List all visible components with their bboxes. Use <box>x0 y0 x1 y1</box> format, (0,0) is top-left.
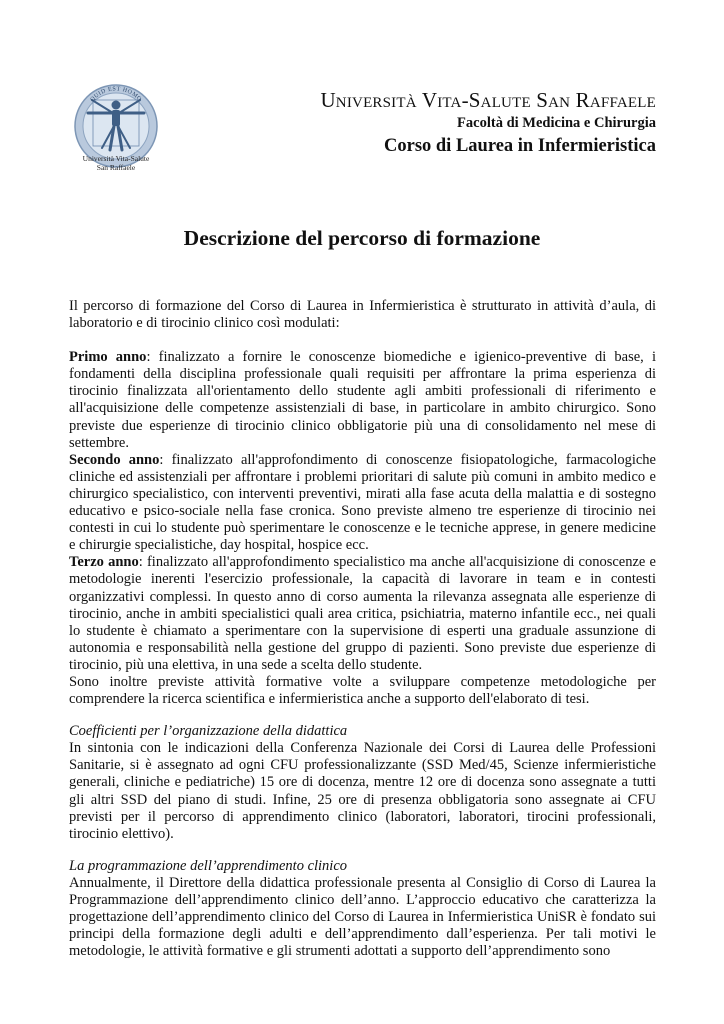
year-label: Secondo anno <box>69 451 160 468</box>
year-label: Terzo anno <box>69 554 139 571</box>
year-paragraph-3 <box>69 554 656 674</box>
section-body-programming: Annualmente, il Direttore della didattica professionale presenta al Consiglio di Corso di Laurea la Programmazione dell’apprendimento clinico dell’anno. L’approccio educativo che caratterizza la progettazione dell’apprendimento clinico del Corso di Laurea in Infermieristica UniSR è fondato sui principi della formazione degli adulti e dell’apprendimento dall’esperienza. Per tali motivi le metodologie, le attività formative e gli strumenti adottati a supporto dell’apprendimento sono <box>69 874 656 960</box>
intro-paragraph: Il percorso di formazione del Corso di Laurea in Infermieristica è strutturato in attività d’aula, di laboratorio e di tirocinio clinico così modulati: <box>69 298 656 332</box>
logo-caption <box>60 154 172 172</box>
logo-motto: QUID EST HOMO <box>89 86 143 103</box>
year-paragraph-2 <box>69 452 656 555</box>
faculty-name: Facoltà di Medicina e Chirurgia <box>457 115 656 131</box>
letterhead <box>320 88 656 157</box>
logo-caption-line2: San Raffaele <box>96 163 136 172</box>
section-body-coefficients: In sintonia con le indicazioni della Conferenza Nazionale dei Corsi di Laurea delle Professioni Sanitarie, si è assegnato ad ogni CFU professionalizzante (SSD Med/45, Scienze infermieristiche generali, cliniche e pediatriche) 15 ore di docenza, mentre 12 ore di docenza sono assegnate a tutti gli altri SSD del piano di studi. Infine, 25 ore di presenza obbligatoria sono assegnate ai CFU previsti per il percorso di apprendimento clinico (laboratori, laboratori, tirocini professionali, tirocinio elettivo). <box>69 740 656 842</box>
year-text: : finalizzato all'approfondimento specialistico ma anche all'acquisizione di conoscenze e metodologie inerenti l'esercizio professionale, la capacità di lavorare in team e in contesti organizzativi complessi. In questo anno di corso aumenta la rilevanza assegnata alle esperienze di tirocinio, anche in ambiti specialistici quali area critica, psichiatria, materno infantile ecc., nei quali lo studente è chiamato a sperimentare con la supervisione di esperti una graduale assunzione di autonomia e responsabilità nella gestione del gruppo di pazienti. Sono previste due esperienze di tirocinio, più una elettiva, in una sede a scelta dello studente. <box>69 554 656 673</box>
section-heading-programming: La programmazione dell’apprendimento clinico <box>69 857 348 874</box>
document-title: Descrizione del percorso di formazione <box>183 226 541 250</box>
year-text: : finalizzato all'approfondimento di conoscenze fisiopatologiche, farmacologiche cliniche ed assistenziali per affrontare i problemi prioritari di salute più comuni in ambito medico e chirurgico specialistico, con interventi preventivi, mirati alla fase acuta della malattia e di sostegno educativo e psico-sociale nella fase cronica. Sono previste almeno tre esperienze di tirocinio nei contesti in cui lo studente può sperimentare le conoscenze e le tecniche apprese, in genere medicine e chirurgie specialistiche, day hospital, hospice ecc. <box>69 451 656 554</box>
logo-caption-line1: Università Vita-Salute <box>82 154 150 163</box>
document-body <box>69 298 656 960</box>
year-label: Primo anno <box>69 349 147 366</box>
university-name: Università Vita-Salute San Raffaele <box>320 88 656 112</box>
year-paragraph-1 <box>69 349 656 452</box>
section-heading-coefficients: Coefficienti per l’organizzazione della didattica <box>69 723 348 740</box>
course-name: Corso di Laurea in Infermieristica <box>384 136 656 156</box>
closing-paragraph: Sono inoltre previste attività formative volte a sviluppare competenze metodologiche per comprendere la ricerca scientifica e infermieristica anche a supporto dell'elaborato di tesi. <box>69 673 656 708</box>
year-text: : finalizzato a fornire le conoscenze biomediche e igienico-preventive di base, i fondamenti della disciplina professionale quali requisiti per affrontare la prima esperienza di tirocinio finalizzata all'orientamento dello studente agli ambiti professionali di riferimento e all'acquisizione delle competenze assistenziali di base, in particolare in ambito chirurgico. Sono previste due esperienze di tirocinio clinico obbligatorie più una di consolidamento nel mese di settembre. <box>69 349 656 451</box>
